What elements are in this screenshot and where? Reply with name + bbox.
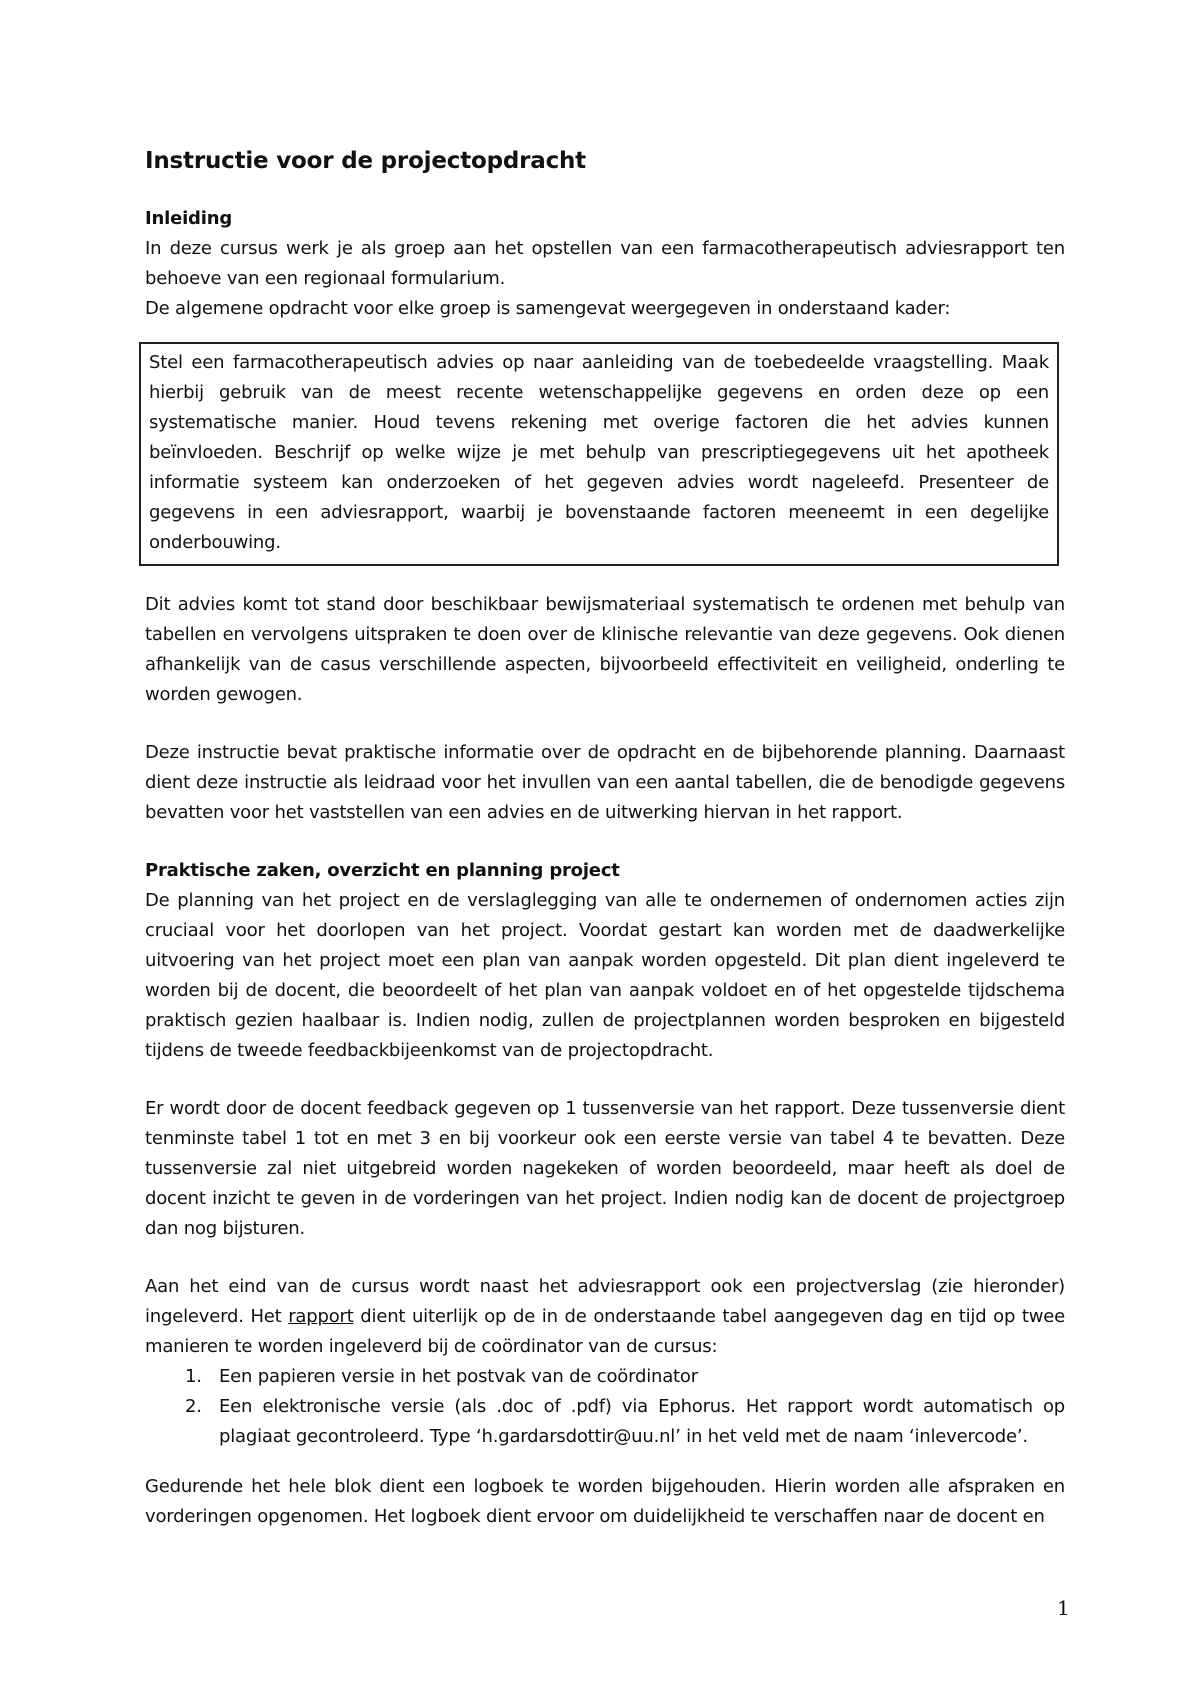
assignment-box: Stel een farmacotherapeutisch advies op naar aanleiding van de toebedeelde vraagstelling. Maak hierbij gebruik van de meest recente wetenschappelijke gegevens en orden deze op een systematische manier. Houd tevens rekening met overige factoren die het advies kunnen beïnvloeden. Beschrijf op welke wijze je met behulp van prescriptiegegevens uit het apotheek informatie systeem kan onderzoeken of het gegeven advies wordt nageleefd. Presenteer de gegevens in een adviesrapport, waarbij je bovenstaande factoren meeneemt in een degelijke onderbouwing. <box>139 342 1059 566</box>
paragraph: Er wordt door de docent feedback gegeven op 1 tussenversie van het rapport. Deze tussenversie dient tenminste tabel 1 tot en met 3 en bij voorkeur ook een eerste versie van tabel 4 te bevatten. Deze tussenversie zal niet uitgebreid worden nagekeken of worden beoordeeld, maar heeft als doel de docent inzicht te geven in de vorderingen van het project. Indien nodig kan de docent de projectgroep dan nog bijsturen. <box>145 1098 1065 1239</box>
list-item-text: Een papieren versie in het postvak van de coördinator <box>219 1366 698 1387</box>
paragraph: Gedurende het hele blok dient een logboek te worden bijgehouden. Hierin worden alle afspraken en vorderingen opgenomen. Het logboek dient ervoor om duidelijkheid te verschaffen naar de docent en <box>145 1476 1065 1527</box>
list-item-text: Een elektronische versie (als .doc of .pdf) via Ephorus. Het rapport wordt automatisch op plagiaat gecontroleerd. Type ‘h.gardarsdottir@uu.nl’ in het veld met de naam ‘inlevercode’. <box>219 1396 1065 1447</box>
section-heading-praktische-zaken: Praktische zaken, overzicht en planning project <box>145 860 620 881</box>
section-heading-inleiding: Inleiding <box>145 208 233 229</box>
paragraph-text: Aan het eind van de cursus wordt naast het adviesrapport ook een projectverslag (zie hieronder) ingeleverd. Het <box>145 1276 1065 1327</box>
paragraph: De planning van het project en de verslaglegging van alle te ondernemen of ondernomen acties zijn cruciaal voor het doorlopen van het project. Voordat gestart kan worden met de daadwerkelijke uitvoering van het project moet een plan van aanpak worden opgesteld. Dit plan dient ingeleverd te worden bij de docent, die beoordeelt of het plan van aanpak voldoet en of het opgestelde tijdschema praktisch gezien haalbaar is. Indien nodig, zullen de projectplannen worden besproken en bijgesteld tijdens de tweede feedbackbijeenkomst van de projectopdracht. <box>145 890 1065 1061</box>
paragraph <box>145 1272 1065 1362</box>
paragraph: In deze cursus werk je als groep aan het opstellen van een farmacotherapeutisch adviesrapport ten behoeve van een regionaal formularium. <box>145 238 1065 289</box>
page-content <box>145 144 1065 1532</box>
page-number: 1 <box>1057 1596 1070 1620</box>
list-number: 2. <box>185 1396 202 1417</box>
document-title: Instructie voor de projectopdracht <box>145 148 586 174</box>
list-number: 1. <box>185 1366 202 1387</box>
paragraph: De algemene opdracht voor elke groep is samengevat weergegeven in onderstaand kader: <box>145 298 951 319</box>
paragraph-text: dient uiterlijk op de in de onderstaande tabel aangegeven dag en tijd op twee manieren te worden ingeleverd bij de coördinator van de cursus: <box>145 1306 1065 1357</box>
numbered-list <box>145 1362 1065 1452</box>
list-item <box>145 1392 1065 1452</box>
list-item <box>145 1362 1065 1392</box>
paragraph: Dit advies komt tot stand door beschikbaar bewijsmateriaal systematisch te ordenen met behulp van tabellen en vervolgens uitspraken te doen over de klinische relevantie van deze gegevens. Ook dienen afhankelijk van de casus verschillende aspecten, bijvoorbeeld effectiviteit en veiligheid, onderling te worden gewogen. <box>145 594 1065 705</box>
underlined-word: rapport <box>288 1306 354 1327</box>
paragraph: Deze instructie bevat praktische informatie over de opdracht en de bijbehorende planning. Daarnaast dient deze instructie als leidraad voor het invullen van een aantal tabellen, die de benodigde gegevens bevatten voor het vaststellen van een advies en de uitwerking hiervan in het rapport. <box>145 742 1065 823</box>
